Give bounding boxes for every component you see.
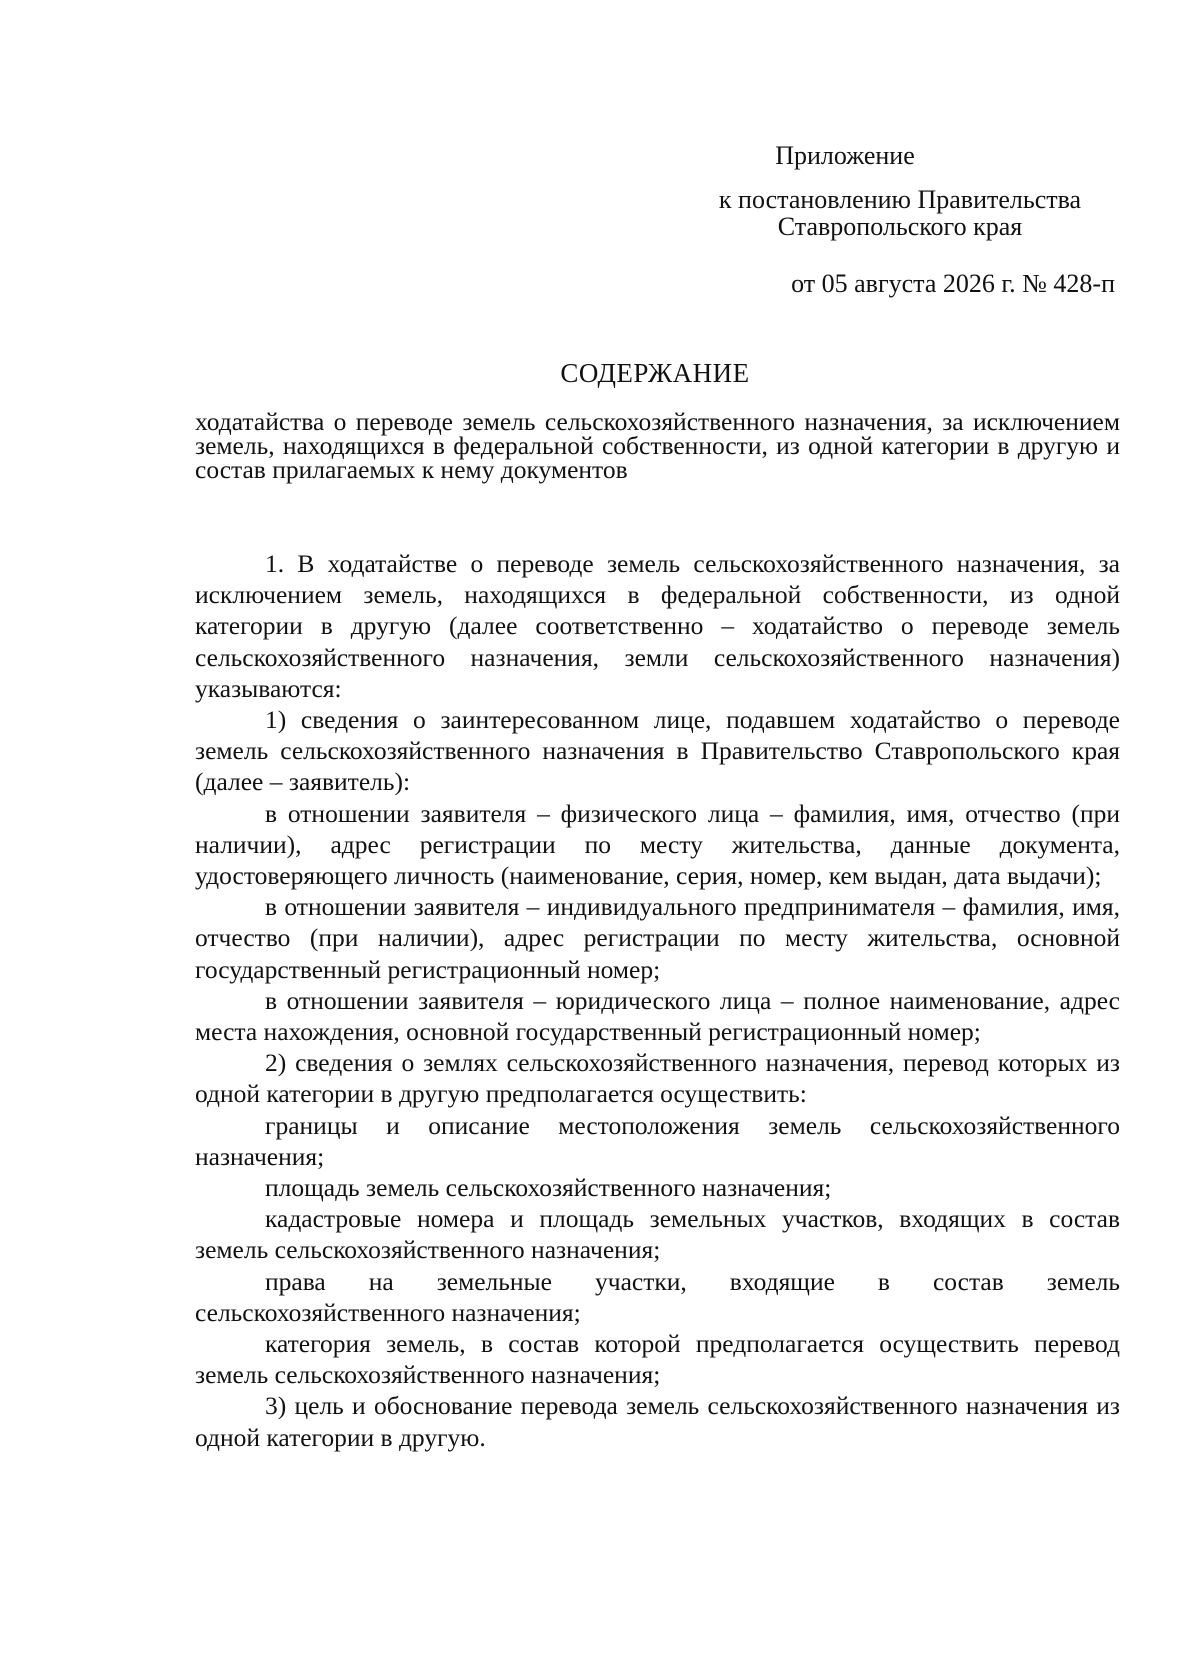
- document-body: [195, 548, 1120, 1453]
- paragraph: 3) цель и обоснование перевода земель сельскохозяйственного назначения из одной категории в другую.: [195, 1391, 1120, 1452]
- paragraph: 2) сведения о землях сельскохозяйственного назначения, перевод которых из одной категории в другую предполагается осуществить:: [195, 1048, 1120, 1109]
- paragraph: в отношении заявителя – юридического лица – полное наименование, адрес места нахождения, основной государственный регистрационный номер;: [195, 985, 1120, 1047]
- paragraph: кадастровые номера и площадь земельных участков, входящих в состав земель сельскохозяйственного назначения;: [195, 1204, 1120, 1265]
- paragraph: 1. В ходатайстве о переводе земель сельскохозяйственного назначения, за исключением земель, находящихся в федеральной собственности, из одной категории в другую (далее соответственно – ходатайство о переводе земель сельскохозяйственного назначения, земли сельскохозяйственного назначения) указываются:: [195, 549, 1120, 703]
- paragraph: в отношении заявителя – индивидуального предпринимателя – фамилия, имя, отчество (при наличии), адрес регистрации по месту жительства, основной государственный регистрационный номер;: [195, 892, 1120, 984]
- appendix-reference: [685, 186, 1115, 240]
- resolution-date: от 05 августа 2026 г. № 428-п: [791, 269, 1115, 298]
- document-heading: СОДЕРЖАНИЕ: [560, 358, 750, 388]
- paragraph: права на земельные участки, входящие в состав земель сельскохозяйственного назначения;: [195, 1266, 1120, 1327]
- document-subheading: ходатайства о переводе земель сельскохозяйственного назначения, за исключением земель, находящихся в федеральной собственности, из одной категории в другую и состав прилагаемых к нему документов: [195, 407, 1120, 484]
- appendix-reference-line-2: Ставропольского края: [777, 212, 1023, 241]
- paragraph: границы и описание местоположения земель сельскохозяйственного назначения;: [195, 1110, 1120, 1171]
- appendix-title: Приложение: [775, 141, 915, 170]
- appendix-reference-line-1: к постановлению Правительства: [718, 185, 1082, 214]
- paragraph: 1) сведения о заинтересованном лице, подавшем ходатайство о переводе земель сельскохозяйственного назначения в Правительство Ставропольского края (далее – заявитель):: [195, 705, 1120, 797]
- paragraph: в отношении заявителя – физического лица – фамилия, имя, отчество (при наличии), адрес регистрации по месту жительства, данные документа, удостоверяющего личность (наименование, серия, номер, кем выдан, дата выдачи);: [195, 798, 1120, 891]
- paragraph: площадь земель сельскохозяйственного назначения;: [265, 1173, 832, 1203]
- paragraph: категория земель, в состав которой предполагается осуществить перевод земель сельскохозяйственного назначения;: [195, 1329, 1120, 1390]
